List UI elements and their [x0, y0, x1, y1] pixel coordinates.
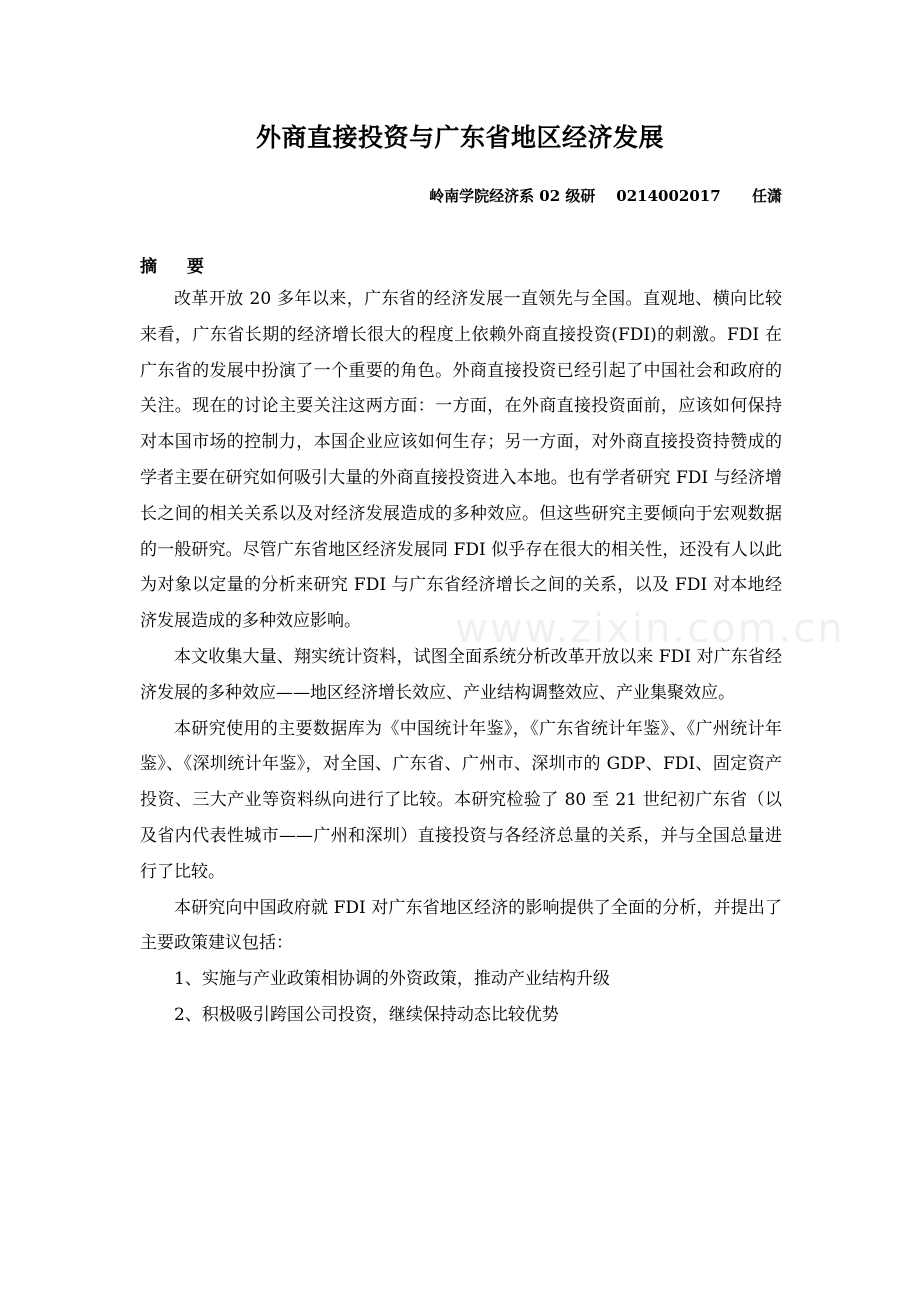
paragraph: 本研究使用的主要数据库为《中国统计年鉴》，《广东省统计年鉴》、《广州统计年鉴》、《深圳统计年鉴》，对全国、广东省、广州市、深圳市的 GDP、FDI、固定资产投资、三大产业等资料纵向进行了比较。本研究检验了 80 至 21 世纪初广东省（以及省内代表性城市——广州和深圳）直接投资与各经济总量的关系，并与全国总量进行了比较。 — [140, 718, 782, 882]
paragraph: 本文收集大量、翔实统计资料，试图全面系统分析改革开放以来 FDI 对广东省经济发展的多种效应——地区经济增长效应、产业结构调整效应、产业集聚效应。 — [140, 646, 782, 703]
abstract-body — [140, 282, 782, 1034]
policy-item: 2、积极吸引跨国公司投资，继续保持动态比较优势 — [174, 1004, 559, 1025]
watermark: www.zixin.com.cn — [455, 606, 845, 652]
author-line: 岭南学院经济系 02 级研 0214002017 任潇 — [429, 187, 782, 205]
document-title: 外商直接投资与广东省地区经济发展 — [255, 123, 664, 152]
paragraph: 本研究向中国政府就 FDI 对广东省地区经济的影响提供了全面的分析，并提出了主要政策建议包括： — [140, 897, 782, 954]
policy-item: 1、实施与产业政策相协调的外资政策，推动产业结构升级 — [174, 969, 610, 990]
abstract-heading: 摘 要 — [140, 257, 216, 277]
paragraph: 改革开放 20 多年以来，广东省的经济发展一直领先与全国。直观地、横向比较来看，广东省长期的经济增长很大的程度上依赖外商直接投资(FDI)的刺激。FDI 在广东省的发展中扮演了一个重要的角色。外商直接投资已经引起了中国社会和政府的关注。现在的讨论主要关注这两方面：一方面，在外商直接投资面前，应该如何保持对本国市场的控制力，本国企业应该如何生存；另一方面，对外商直接投资持赞成的学者主要在研究如何吸引大量的外商直接投资进入本地。也有学者研究 FDI 与经济增长之间的相关关系以及对经济发展造成的多种效应。但这些研究主要倾向于宏观数据的一般研究。尽管广东省地区经济发展同 FDI 似乎存在很大的相关性，还没有人以此为对象以定量的分析来研究 FDI 与广东省经济增长之间的关系，以及 FDI 对本地经济发展造成的多种效应影响。 — [140, 289, 782, 632]
